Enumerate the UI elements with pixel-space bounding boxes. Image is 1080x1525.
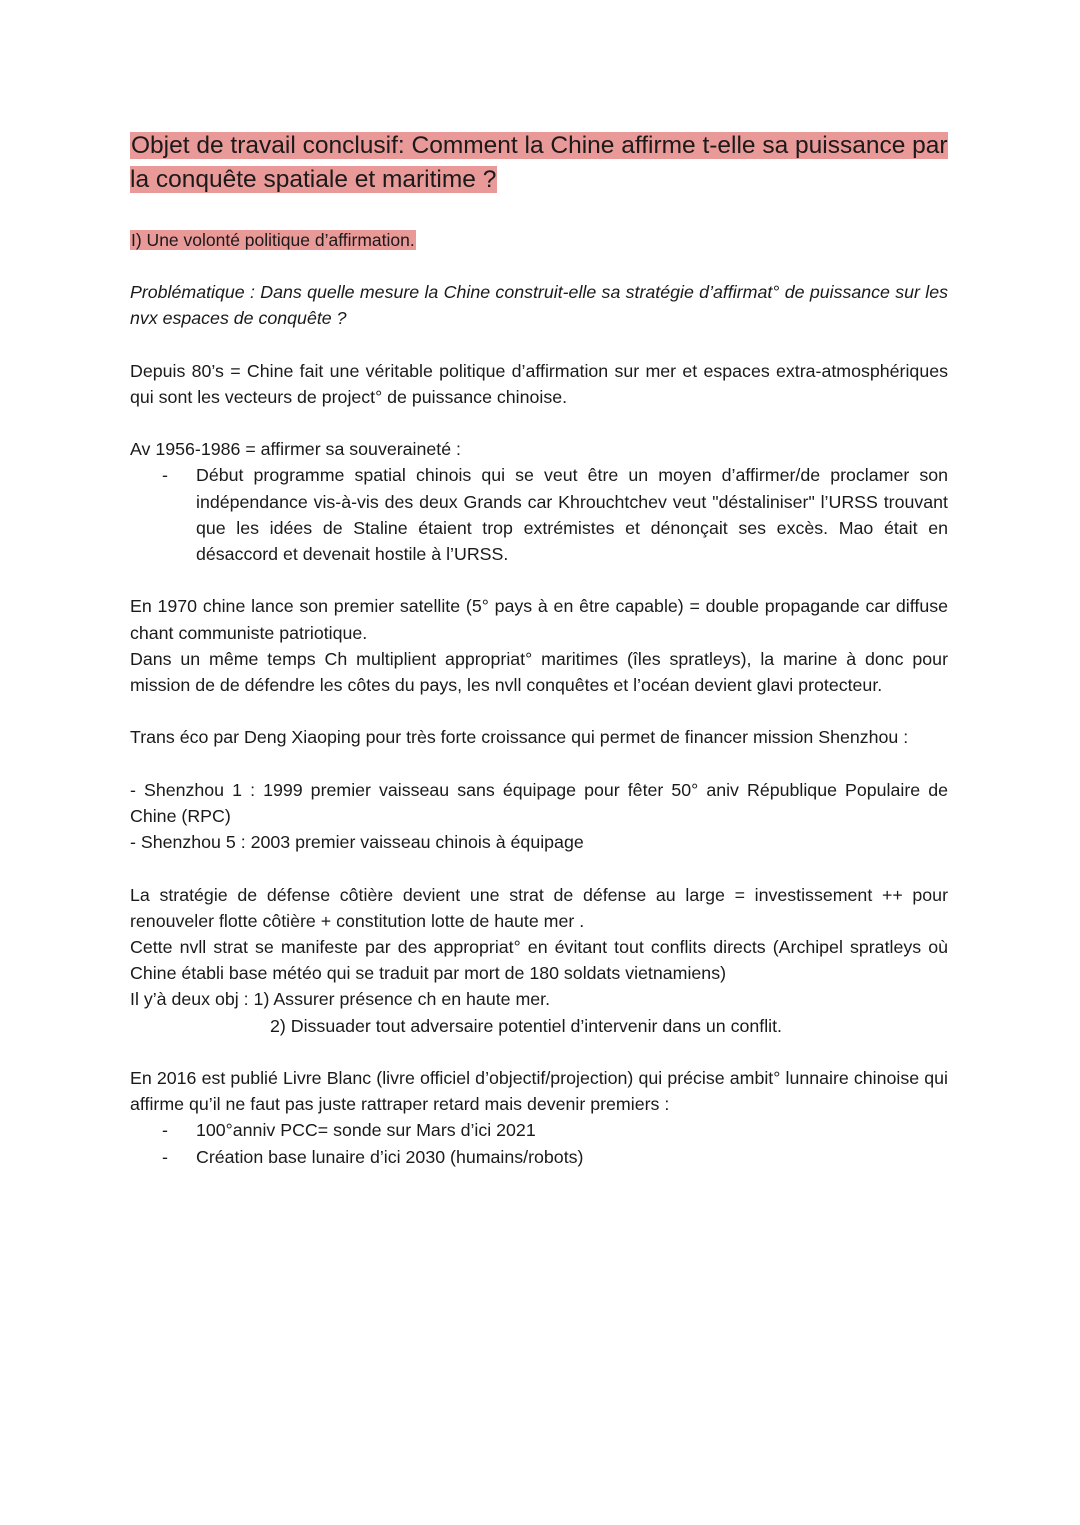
list-item: - 100°anniv PCC= sonde sur Mars d’ici 2021 — [196, 1117, 948, 1143]
spacer — [130, 855, 948, 881]
depuis-paragraph: Depuis 80’s = Chine fait une véritable politique d’affirmation sur mer et espaces extra-atmosphériques qui sont les vecteurs de project° de puissance chinoise. — [130, 360, 948, 407]
problematique-paragraph: Problématique : Dans quelle mesure la Chine construit-elle sa stratégie d’affirmat° de puissance sur les nvx espaces de conquête ? — [130, 282, 948, 329]
objectives-line-1: Il y’à deux obj : 1) Assurer présence ch en haute mer. — [130, 989, 551, 1010]
strategie-paragraph: La stratégie de défense côtière devient une strat de défense au large = investissement ++ pour renouveler flotte côtière + constitution lotte de haute mer . — [130, 884, 948, 931]
spacer — [130, 1039, 948, 1065]
shenzhou1-paragraph: - Shenzhou 1 : 1999 premier vaisseau sans équipage pour fêter 50° aniv République Populaire de Chine (RPC) — [130, 779, 948, 826]
spacer — [130, 751, 948, 777]
spacer — [130, 410, 948, 436]
nvll-strat-paragraph: Cette nvll strat se manifeste par des appropriat° en évitant tout conflits directs (Archipel spratleys où Chine établi base météo qui se traduit par mort de 180 soldats vietnamiens) — [130, 936, 948, 984]
meme-temps-paragraph: Dans un même temps Ch multiplient appropriat° maritimes (îles spratleys), la marine à donc pour mission de de défendre les côtes du pays, les nvll conquêtes et l’océan devient glavi protecteur. — [130, 648, 948, 695]
paragraph-2016: En 2016 est publié Livre Blanc (livre officiel d’objectif/projection) qui précise ambit° lunnaire chinoise qui affirme qu’il ne faut pas juste rattraper retard mais devenir premiers : — [130, 1067, 948, 1115]
list-item: - Création base lunaire d’ici 2030 (humains/robots) — [196, 1144, 948, 1170]
objectives-line-2: 2) Dissuader tout adversaire potentiel d’intervenir dans un conflit. — [270, 1015, 782, 1036]
spacer — [130, 331, 948, 357]
list-2016 — [130, 1117, 948, 1169]
spacer — [130, 567, 948, 593]
spacer — [130, 698, 948, 724]
title-highlight: Objet de travail conclusif: Comment la Chine affirme t-elle sa puissance par la conquête spatiale et maritime ? — [130, 132, 948, 193]
section-heading-1 — [130, 227, 948, 253]
shenzhou5-paragraph: - Shenzhou 5 : 2003 premier vaisseau chinois à équipage — [130, 832, 584, 853]
trans-paragraph: Trans éco par Deng Xiaoping pour très forte croissance qui permet de financer mission Shenzhou : — [130, 727, 909, 748]
list-item: - Début programme spatial chinois qui se veut être un moyen d’affirmer/de proclamer son indépendance vis-à-vis des deux Grands car Khrouchtchev veut "déstaliniser" l’URSS trouvant que les idées de Staline étaient trop extrémistes et dénonçait ses excès. Mao était en désaccord et devenait hostile à l’URSS. — [196, 462, 948, 567]
paragraph-1970: En 1970 chine lance son premier satellite (5° pays à en être capable) = double propagande car diffuse chant communiste patriotique. — [130, 596, 948, 643]
av-list — [130, 462, 948, 567]
section-heading-highlight: I) Une volonté politique d’affirmation. — [131, 230, 415, 250]
document-title — [130, 129, 948, 197]
av-paragraph: Av 1956-1986 = affirmer sa souveraineté : — [130, 439, 461, 460]
